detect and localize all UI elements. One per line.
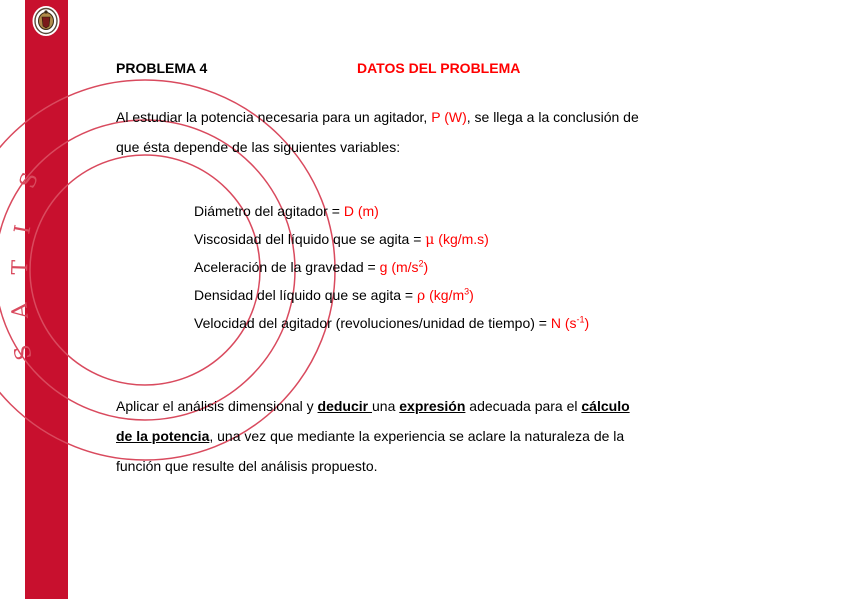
- variable-label: Aceleración de la gravedad =: [194, 259, 380, 275]
- variable-label: Viscosidad del líquido que se agita =: [194, 231, 426, 247]
- variable-symbol: ρ: [417, 288, 426, 304]
- svg-text:I: I: [10, 223, 37, 237]
- task-line-3: función que resulte del análisis propuesto.: [116, 458, 378, 474]
- variable-symbol: N: [550, 315, 561, 331]
- variable-label: Diámetro del agitador =: [194, 203, 344, 219]
- variable-unit: $(s^{-1})$: [564, 314, 590, 331]
- emphasis-expresion: expresión: [399, 398, 466, 414]
- svg-text:T: T: [8, 259, 34, 276]
- svg-text:S: S: [15, 169, 44, 193]
- task-text: adecuada para el: [465, 398, 582, 414]
- task-text: una: [372, 398, 400, 414]
- university-seal-icon: [31, 5, 61, 37]
- problem-number: PROBLEMA 4: [116, 60, 208, 76]
- intro-paragraph: [116, 102, 639, 162]
- task-paragraph: [116, 391, 630, 481]
- variable-unit: (kg/m.s): [438, 231, 489, 247]
- variable-symbol: μ: [425, 232, 435, 248]
- variable-item: [194, 253, 589, 281]
- power-symbol: P (W): [431, 109, 467, 125]
- emphasis-deducir: deducir: [317, 398, 373, 414]
- variable-item: [194, 225, 589, 253]
- variables-list: [194, 197, 589, 337]
- svg-text:S: S: [9, 341, 38, 363]
- variable-unit: $(m/s^2)$: [391, 258, 429, 275]
- task-text: , una vez que mediante la experiencia se aclare la naturaleza de la: [209, 428, 625, 444]
- intro-line-2: que ésta depende de las siguientes variables:: [116, 139, 401, 155]
- intro-text-cont: , se llega a la conclusión de: [466, 109, 639, 125]
- variable-item: [194, 197, 589, 225]
- emphasis-calculo: cálculo: [581, 398, 630, 414]
- variable-item: [194, 309, 589, 337]
- variable-symbol: g: [379, 259, 388, 275]
- emphasis-potencia: de la potencia: [116, 428, 210, 444]
- variable-label: Velocidad del agitador (revoluciones/unidad de tiempo) =: [194, 315, 551, 331]
- svg-text:A: A: [7, 301, 34, 320]
- task-text: Aplicar el análisis dimensional y: [116, 398, 318, 414]
- data-heading: DATOS DEL PROBLEMA: [357, 60, 521, 76]
- variable-symbol: D: [343, 203, 354, 219]
- intro-text: Al estudiar la potencia necesaria para un agitador,: [116, 109, 432, 125]
- side-banner: [7, 0, 68, 599]
- variable-item: [194, 281, 589, 309]
- variable-unit: (m): [357, 203, 379, 219]
- watermark-seal-icon: [7, 60, 68, 480]
- variable-unit: $(kg/m^3)$: [429, 286, 474, 303]
- variable-label: Densidad del líquido que se agita =: [194, 287, 417, 303]
